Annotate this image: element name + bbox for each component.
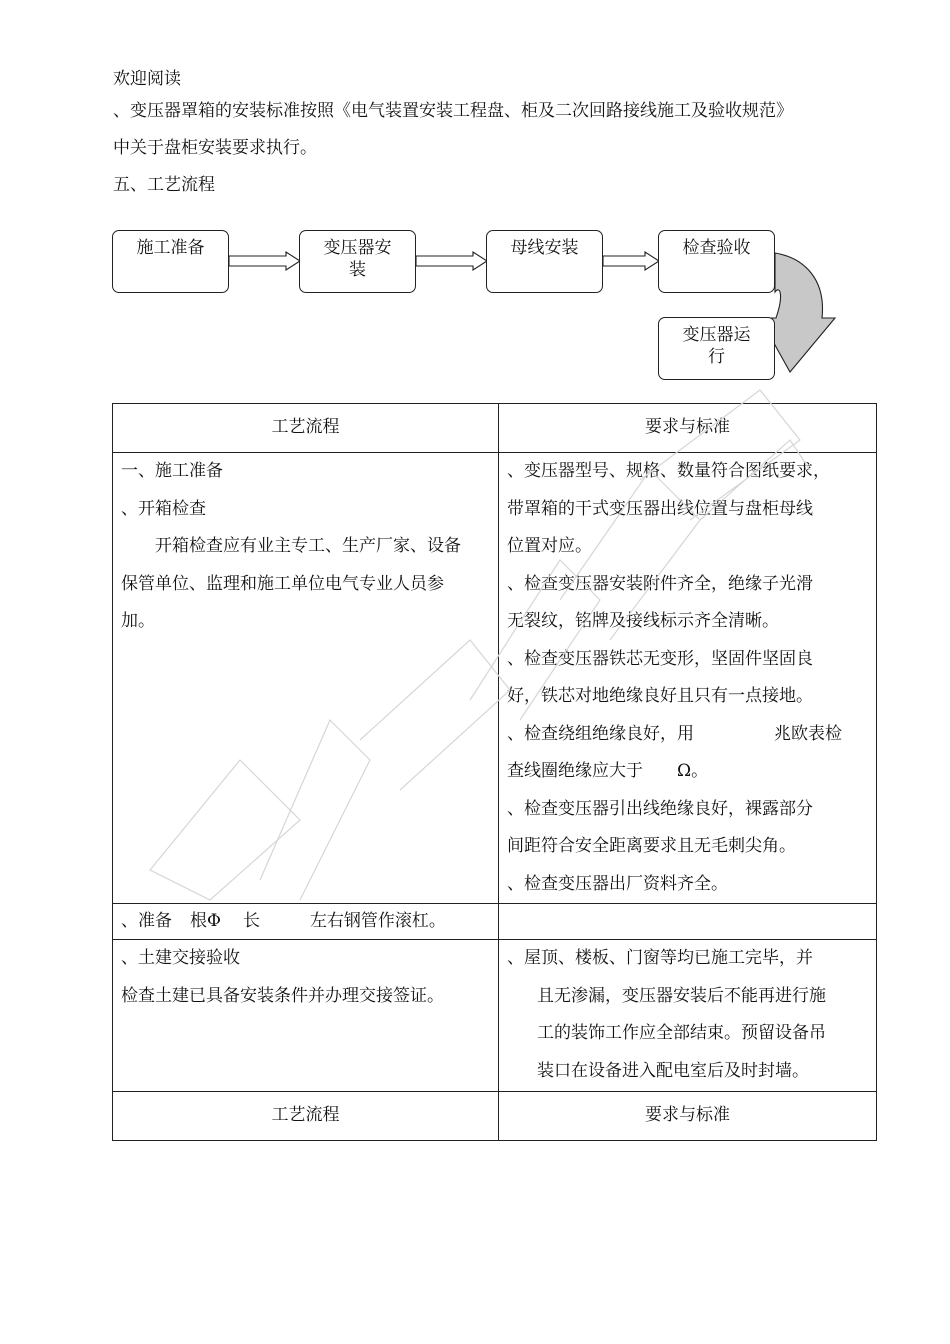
row1-right-line: 位置对应。 <box>507 536 592 556</box>
flow-step-prepare-label: 施工准备 <box>136 238 205 258</box>
table-footer-row <box>113 1092 877 1141</box>
flow-step-install-transformer-label-2: 装 <box>349 260 366 280</box>
row1-right-line: 、变压器型号、规格、数量符合图纸要求， <box>507 461 830 481</box>
footer-process: 工艺流程 <box>113 1092 499 1141</box>
row1-left-line: 开箱检查应有业主专工、生产厂家、设备 <box>155 536 461 556</box>
row1-right <box>499 453 877 904</box>
header-standard: 要求与标准 <box>499 404 877 453</box>
flow-step-inspect <box>658 230 775 293</box>
roller-c: Φ <box>207 911 221 931</box>
table-row <box>113 904 877 940</box>
table-row <box>113 940 877 1092</box>
flow-step-inspect-label: 检查验收 <box>682 238 751 258</box>
row1-right-line: 带罩箱的干式变压器出线位置与盘柜母线 <box>507 498 813 519</box>
row2-left <box>113 904 499 940</box>
flow-step-busbar <box>486 230 603 293</box>
insulation-text-b: 兆欧表检 <box>774 723 842 744</box>
row3-left-line: 、土建交接验收 <box>121 948 240 968</box>
row1-right-line: 、检查变压器出厂资料齐全。 <box>507 873 728 894</box>
roller-d: 长 <box>242 911 260 931</box>
row1-left-line: 、开箱检查 <box>121 498 206 519</box>
table-row <box>113 453 877 904</box>
intro-line-1: 、变压器罩箱的安装标准按照《电气装置安装工程盘、柜及二次回路接线施工及验收规范》 <box>113 101 793 121</box>
insulation-text-a: 、检查绕组绝缘良好，用 <box>507 723 694 744</box>
flowchart-arrows <box>0 0 950 400</box>
welcome-text: 欢迎阅读 <box>113 69 181 89</box>
roller-e: 左右钢管作滚杠。 <box>309 911 446 931</box>
insulation-value-b: Ω。 <box>677 761 709 781</box>
row1-right-line: 、检查变压器铁芯无变形，坚固件坚固良 <box>507 648 813 669</box>
flow-step-operate-label-2: 行 <box>708 347 725 367</box>
row3-right <box>499 940 877 1092</box>
arrow-1-2 <box>229 252 300 270</box>
row3-right-line: 装口在设备进入配电室后及时封墙。 <box>537 1060 809 1081</box>
insulation-value-a: 查线圈绝缘应大于 <box>507 761 643 781</box>
row3-right-line: 工的装饰工作应全部结束。预留设备吊 <box>537 1023 826 1043</box>
flow-step-operate <box>658 317 775 380</box>
row3-right-line: 、屋顶、楼板、门窗等均已施工完毕，并 <box>507 948 813 968</box>
flow-step-install-transformer <box>299 230 416 293</box>
row1-right-line: 间距符合安全距离要求且无毛刺尖角。 <box>507 836 796 856</box>
row2-right <box>499 904 877 940</box>
row3-right-para <box>507 940 868 1090</box>
section-title: 五、工艺流程 <box>113 175 215 195</box>
row1-right-line: 、检查变压器引出线绝缘良好，裸露部分 <box>507 798 813 819</box>
flow-step-operate-label-1: 变压器运 <box>682 325 751 345</box>
row1-right-line <box>507 716 868 754</box>
row3-left <box>113 940 499 1092</box>
table-header-row <box>113 404 877 453</box>
row1-left-line: 加。 <box>121 611 155 631</box>
row1-right-line: 好，铁芯对地绝缘良好且只有一点接地。 <box>507 686 813 706</box>
intro-line-2: 中关于盘柜安装要求执行。 <box>113 138 317 158</box>
row1-right-line <box>507 753 868 791</box>
roller-b: 根 <box>190 911 207 931</box>
process-table <box>112 403 877 1141</box>
arrow-2-3 <box>416 252 487 270</box>
header-process: 工艺流程 <box>113 404 499 453</box>
roller-a: 、准备 <box>121 911 172 931</box>
row1-right-line: 无裂纹，铭牌及接线标示齐全清晰。 <box>507 611 779 631</box>
row1-right-line: 、检查变压器安装附件齐全，绝缘子光滑 <box>507 573 813 594</box>
flow-step-install-transformer-label-1: 变压器安 <box>323 238 392 258</box>
arrow-3-4 <box>603 252 659 270</box>
row1-left-line: 保管单位、监理和施工单位电气专业人员参 <box>121 573 444 594</box>
flow-step-prepare <box>112 230 229 293</box>
row3-left-line: 检查土建已具备安装条件并办理交接签证。 <box>121 985 444 1006</box>
flow-step-busbar-label: 母线安装 <box>510 238 579 258</box>
row3-right-line: 且无渗漏，变压器安装后不能再进行施 <box>537 985 826 1006</box>
row1-left <box>113 453 499 904</box>
row1-left-line: 一、施工准备 <box>121 461 223 481</box>
footer-standard: 要求与标准 <box>499 1092 877 1141</box>
